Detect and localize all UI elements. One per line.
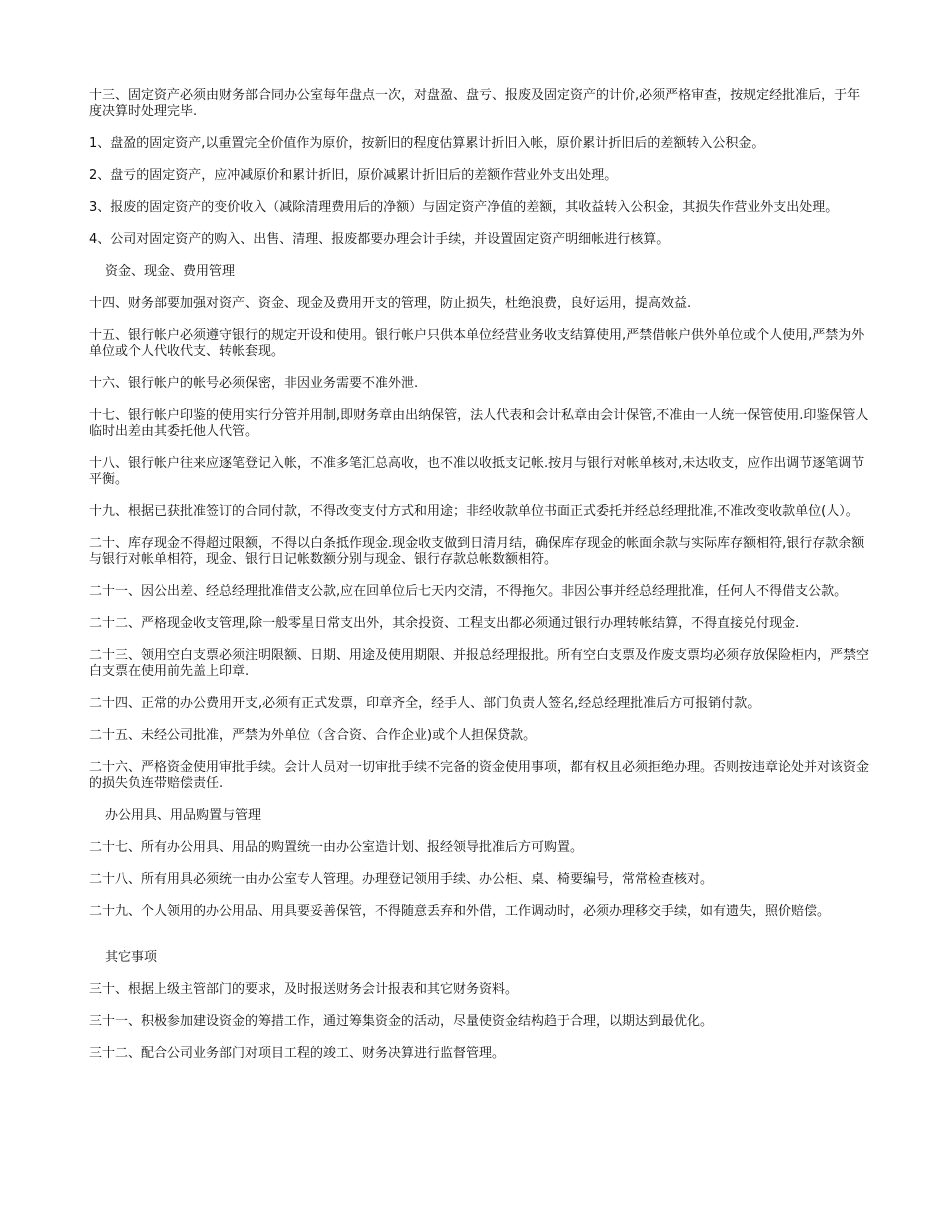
clause-1: 1、盘盈的固定资产,以重置完全价值作为原价，按新旧的程度估算累计折旧入帐，原价累计折旧后的差额转入公积金。	[89, 136, 765, 151]
article-20: 二十、库存现金不得超过限额，不得以白条抵作现金.现金收支做到日清月结，确保库存现金的帐面余款与实际库存额相符,银行存款余额与银行对帐单相符，现金、银行日记帐数额分别与现金、银行存款总帐数额相符。	[89, 536, 865, 567]
article-19: 十九、根据已获批准签订的合同付款，不得改变支付方式和用途；非经收款单位书面正式委托并经总经理批准,不准改变收款单位(人）。	[89, 504, 859, 519]
clause-3: 3、报废的固定资产的变价收入（减除清理费用后的净额）与固定资产净值的差额，其收益转入公积金，其损失作营业外支出处理。	[89, 200, 839, 215]
clause-4: 4、公司对固定资产的购入、出售、清理、报废都要办理会计手续，并设置固定资产明细帐进行核算。	[89, 232, 670, 247]
article-25: 二十五、未经公司批准，严禁为外单位（含合资、合作企业)或个人担保贷款。	[89, 728, 537, 743]
article-16: 十六、银行帐户的帐号必须保密，非因业务需要不准外泄.	[89, 376, 419, 391]
article-27: 二十七、所有办公用具、用品的购置统一由办公室造计划、报经领导批准后方可购置。	[89, 840, 584, 855]
article-32: 三十二、配合公司业务部门对项目工程的竣工、财务决算进行监督管理。	[89, 1046, 506, 1061]
article-29: 二十九、个人领用的办公用品、用具要妥善保管，不得随意丢弃和外借，工作调动时，必须办理移交手续，如有遗失，照价赔偿。	[89, 904, 831, 919]
article-14: 十四、财务部要加强对资产、资金、现金及费用开支的管理，防止损失，杜绝浪费，良好运用，提高效益.	[89, 296, 692, 311]
section-heading-other-matters: 其它事项	[105, 950, 158, 965]
article-26: 二十六、严格资金使用审批手续。会计人员对一切审批手续不完备的资金使用事项，都有权且必须拒绝办理。否则按违章论处并对该资金的损失负连带赔偿责任.	[89, 760, 870, 791]
article-30: 三十、根据上级主管部门的要求，及时报送财务会计报表和其它财务资料。	[89, 982, 519, 997]
article-13: 十三、固定资产必须由财务部合同办公室每年盘点一次，对盘盈、盘亏、报废及固定资产的计价,必须严格审查，按规定经批准后，于年度决算时处理完毕.	[89, 88, 861, 119]
article-24: 二十四、正常的办公费用开支,必须有正式发票，印章齐全，经手人、部门负责人签名,经总经理批准后方可报销付款。	[89, 696, 761, 711]
article-21: 二十一、因公出差、经总经理批准借支公款,应在回单位后七天内交清，不得拖欠。非因公事并经总经理批准，任何人不得借支公款。	[89, 584, 848, 599]
section-heading-funds: 资金、现金、费用管理	[105, 264, 236, 279]
article-15: 十五、银行帐户必须遵守银行的规定开设和使用。银行帐户只供本单位经营业务收支结算使用,严禁借帐户供外单位或个人使用,严禁为外单位或个人代收代支、转帐套现。	[89, 328, 865, 359]
article-31: 三十一、积极参加建设资金的筹措工作，通过筹集资金的活动，尽量使资金结构趋于合理，以期达到最优化。	[89, 1014, 714, 1029]
clause-2: 2、盘亏的固定资产，应冲减原价和累计折旧，原价减累计折旧后的差额作营业外支出处理。	[89, 168, 618, 183]
article-23: 二十三、领用空白支票必须注明限额、日期、用途及使用期限、并报总经理报批。所有空白支票及作废支票均必须存放保险柜内，严禁空白支票在使用前先盖上印章.	[89, 648, 870, 679]
article-22: 二十二、严格现金收支管理,除一般零星日常支出外，其余投资、工程支出都必须通过银行办理转帐结算，不得直接兑付现金.	[89, 616, 800, 631]
document-page	[89, 88, 869, 1078]
article-28: 二十八、所有用具必须统一由办公室专人管理。办理登记领用手续、办公柜、桌、椅要编号，常常检查核对。	[89, 872, 714, 887]
article-17: 十七、银行帐户印鉴的使用实行分管并用制,即财务章由出纳保管，法人代表和会计私章由会计保管,不准由一人统一保管使用.印鉴保管人临时出差由其委托他人代管。	[89, 408, 869, 439]
article-18: 十八、银行帐户往来应逐笔登记入帐，不准多笔汇总高收，也不准以收抵支记帐.按月与银行对帐单核对,未达收支，应作出调节逐笔调节平衡。	[89, 456, 865, 487]
section-heading-office-supplies: 办公用具、用品购置与管理	[105, 808, 262, 823]
